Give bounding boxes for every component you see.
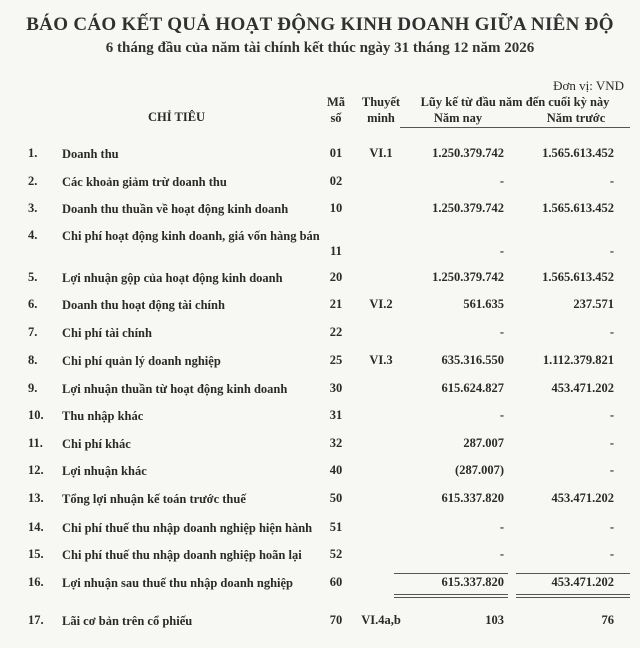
row-current-year-value: 615.624.827 <box>441 381 504 395</box>
row-number: 12. <box>28 463 44 477</box>
row-item-name: Lợi nhuận thuần từ hoạt động kinh doanh <box>62 382 288 396</box>
row-number: 10. <box>28 408 44 422</box>
header-current-year: Năm nay <box>433 111 483 125</box>
header-previous-year: Năm trước <box>546 111 606 125</box>
row-item-name: Chi phí thuế thu nhập doanh nghiệp hoãn lại <box>62 548 302 562</box>
row-number: 17. <box>28 613 44 627</box>
row-code: 32 <box>329 436 343 450</box>
row-number: 13. <box>28 491 44 505</box>
row-number: 7. <box>28 325 38 339</box>
row-code: 20 <box>329 270 343 284</box>
total-line-previous-2 <box>516 597 630 598</box>
subtotal-line-current <box>394 573 508 574</box>
report-subtitle: 6 tháng đầu của năm tài chính kết thúc ngày 31 tháng 12 năm 2026 <box>105 40 535 56</box>
row-item-name: Doanh thu <box>62 147 119 161</box>
report-title: BÁO CÁO KẾT QUẢ HOẠT ĐỘNG KINH DOANH GIỮA NIÊN ĐỘ <box>26 14 614 35</box>
total-line-previous-1 <box>516 594 630 595</box>
row-code: 70 <box>329 613 343 627</box>
row-current-year-value: 615.337.820 <box>441 491 504 505</box>
row-item-name: Lợi nhuận khác <box>62 464 147 478</box>
row-current-year-value: - <box>499 547 504 561</box>
row-item-name: Lợi nhuận gộp của hoạt động kinh doanh <box>62 271 283 285</box>
header-code-2: số <box>330 111 342 125</box>
row-number: 4. <box>28 228 38 242</box>
row-previous-year-value: - <box>609 244 614 258</box>
row-note: VI.4a,b <box>361 613 401 627</box>
row-item-name: Thu nhập khác <box>62 409 144 423</box>
row-previous-year-value: - <box>609 463 614 477</box>
row-previous-year-value: - <box>609 436 614 450</box>
row-number: 16. <box>28 575 44 589</box>
row-previous-year-value: 1.565.613.452 <box>542 201 614 215</box>
row-code: 51 <box>329 520 343 534</box>
row-number: 14. <box>28 520 44 534</box>
header-code-1: Mã <box>326 95 346 109</box>
currency-unit: Đơn vị: VND <box>553 78 624 93</box>
row-previous-year-value: 453.471.202 <box>551 575 614 589</box>
row-previous-year-value: 237.571 <box>573 297 614 311</box>
header-cumulative: Lũy kế từ đầu năm đến cuối kỳ này <box>420 95 610 109</box>
row-code: 31 <box>329 408 343 422</box>
row-code: 21 <box>329 297 343 311</box>
row-item-name: Doanh thu thuần về hoạt động kinh doanh <box>62 202 289 216</box>
header-note-2: minh <box>367 111 395 125</box>
row-note: VI.1 <box>369 146 393 160</box>
row-code: 01 <box>329 146 343 160</box>
row-previous-year-value: 453.471.202 <box>551 491 614 505</box>
row-current-year-value: 635.316.550 <box>441 353 504 367</box>
row-code: 40 <box>329 463 343 477</box>
row-number: 15. <box>28 547 44 561</box>
row-item-name: Chi phí khác <box>62 437 131 451</box>
row-current-year-value: 561.635 <box>463 297 504 311</box>
row-previous-year-value: 1.112.379.821 <box>542 353 614 367</box>
row-current-year-value: (287.007) <box>455 463 504 477</box>
row-previous-year-value: 76 <box>601 613 614 627</box>
header-item: CHỈ TIÊU <box>148 110 206 124</box>
row-previous-year-value: - <box>609 174 614 188</box>
row-code: 02 <box>329 174 343 188</box>
row-code: 52 <box>329 547 343 561</box>
row-number: 6. <box>28 297 38 311</box>
row-current-year-value: - <box>499 520 504 534</box>
row-current-year-value: 1.250.379.742 <box>432 201 504 215</box>
row-current-year-value: - <box>499 174 504 188</box>
row-item-name: Lợi nhuận sau thuế thu nhập doanh nghiệp <box>62 576 293 590</box>
row-previous-year-value: - <box>609 520 614 534</box>
row-current-year-value: - <box>499 408 504 422</box>
row-previous-year-value: - <box>609 325 614 339</box>
row-code: 22 <box>329 325 343 339</box>
row-item-name: Lãi cơ bản trên cổ phiếu <box>62 614 193 628</box>
row-current-year-value: 287.007 <box>463 436 504 450</box>
row-number: 3. <box>28 201 38 215</box>
row-item-name: Chi phí tài chính <box>62 326 152 340</box>
total-line-current-1 <box>394 594 508 595</box>
row-code: 10 <box>329 201 343 215</box>
row-current-year-value: 1.250.379.742 <box>432 146 504 160</box>
row-current-year-value: 103 <box>485 613 504 627</box>
row-number: 1. <box>28 146 38 160</box>
row-item-name: Chi phí quản lý doanh nghiệp <box>62 354 221 368</box>
row-code: 11 <box>330 244 342 258</box>
header-note-1: Thuyết <box>361 95 401 109</box>
row-item-name: Doanh thu hoạt động tài chính <box>62 298 225 312</box>
row-previous-year-value: 1.565.613.452 <box>542 270 614 284</box>
row-number: 8. <box>28 353 38 367</box>
row-item-name: Chi phí thuế thu nhập doanh nghiệp hiện hành <box>62 521 313 535</box>
row-number: 5. <box>28 270 38 284</box>
row-code: 50 <box>329 491 343 505</box>
row-previous-year-value: - <box>609 408 614 422</box>
row-item-name: Chi phí hoạt động kinh doanh, giá vốn hàng bán <box>62 229 320 243</box>
row-current-year-value: - <box>499 325 504 339</box>
row-current-year-value: 1.250.379.742 <box>432 270 504 284</box>
row-number: 9. <box>28 381 38 395</box>
row-item-name: Tổng lợi nhuận kế toán trước thuế <box>62 492 246 506</box>
row-item-name: Các khoản giảm trừ doanh thu <box>62 175 227 189</box>
row-number: 11. <box>28 436 43 450</box>
row-code: 30 <box>329 381 343 395</box>
subtotal-line-previous <box>516 573 630 574</box>
row-note: VI.3 <box>369 353 393 367</box>
row-code: 60 <box>329 575 343 589</box>
row-code: 25 <box>329 353 343 367</box>
row-current-year-value: - <box>499 244 504 258</box>
header-divider <box>400 127 630 128</box>
row-current-year-value: 615.337.820 <box>441 575 504 589</box>
row-number: 2. <box>28 174 38 188</box>
row-previous-year-value: 453.471.202 <box>551 381 614 395</box>
row-note: VI.2 <box>369 297 393 311</box>
total-line-current-2 <box>394 597 508 598</box>
row-previous-year-value: - <box>609 547 614 561</box>
row-previous-year-value: 1.565.613.452 <box>542 146 614 160</box>
